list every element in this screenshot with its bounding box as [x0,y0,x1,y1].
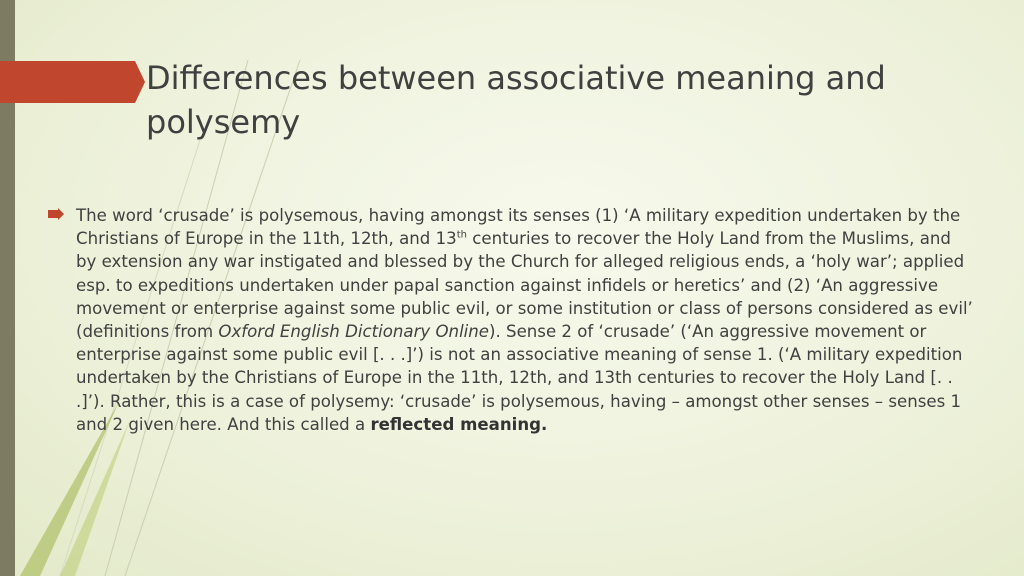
body-text-2: centuries to recover the Holy Land from the Muslims, and by extension any war instigated and blessed by the Church for alleged religious ends, a ‘holy war’; applied esp. to expeditions undertaken under papal sanction against infidels or heretics’ and (2) ‘An aggressive movement or enterprise against some public evil, or some institution or class of persons considered as evil’ (definitions from [76,229,973,342]
slide-title: Differences between associative meaning and polysemy [146,59,886,141]
body-text-1: The word ‘crusade’ is polysemous, having amongst its senses (1) ‘A military expedition undertaken by the Christians of Europe in the 11th, 12th, and 13 [76,206,961,249]
superscript-th: th [456,229,467,241]
arrow-bullet-icon [48,208,64,220]
title-accent-tip [135,61,145,103]
title-accent-bar [0,61,135,103]
source-title: Oxford English Dictionary Online [218,322,490,342]
key-term: reflected meaning. [370,414,548,434]
body-paragraph [76,204,976,436]
body-text-3: ). Sense 2 of ‘crusade’ (‘An aggressive movement or enterprise against some public evil [. . .]’) is not an associative meaning of sense 1. (‘A military expedition undertaken by the Christians of Europe in the 11th, 12th, and 13th centuries to recover the Holy Land [. . .]’). Rather, this is a case of polysemy: ‘crusade’ is polysemous, having – amongst other senses – senses 1 and 2 given here. And this called a [76,322,963,434]
